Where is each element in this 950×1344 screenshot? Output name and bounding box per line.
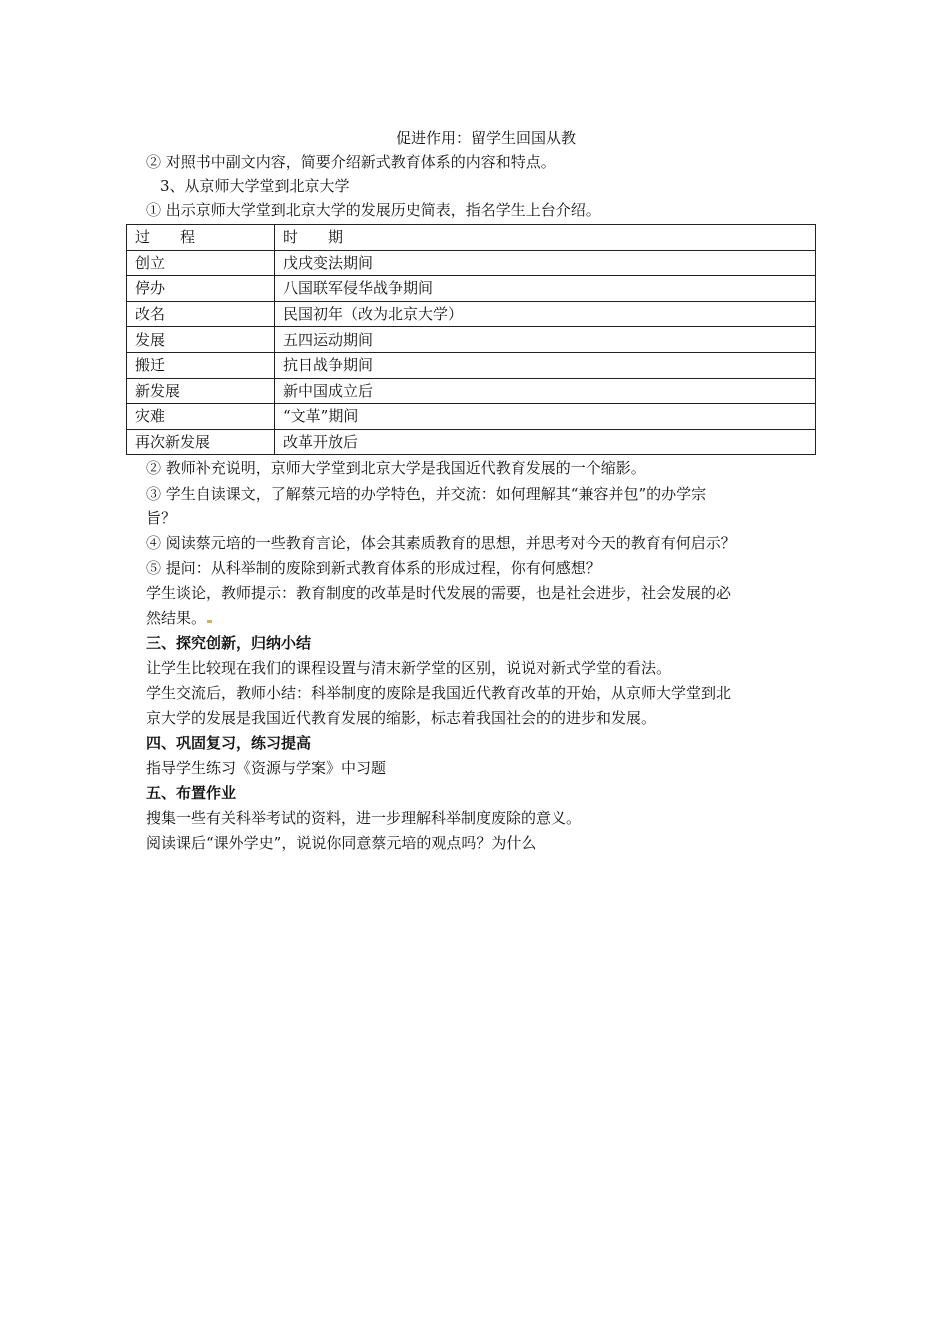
row-stage: 发展 <box>127 327 275 353</box>
paragraph-3-line-2: 旨？ <box>146 509 177 527</box>
row-stage: 创立 <box>127 250 275 276</box>
row-period: 新中国成立后 <box>275 378 816 404</box>
section-three-paragraph-1: 让学生比较现在我们的课程设置与清末新学堂的区别，说说对新式学堂的看法。 <box>146 659 672 677</box>
paragraph-5: ⑤ 提问：从科举制的废除到新式教育体系的形成过程，你有何感想？ <box>146 559 601 577</box>
row-period: 民国初年（改为北京大学） <box>275 301 816 327</box>
row-stage: 停办 <box>127 276 275 302</box>
table-row <box>127 429 816 455</box>
section-five-paragraph-2: 阅读课后“课外学史”，说说你同意蔡元培的观点吗？为什么 <box>146 834 537 852</box>
paragraph-6-line-2-text: 然结果。 <box>146 609 207 627</box>
table-row <box>127 352 816 378</box>
table-row <box>127 250 816 276</box>
item-1-line: ① 出示京师大学堂到北京大学的发展历史简表，指名学生上台介绍。 <box>146 201 601 219</box>
row-period: 五四运动期间 <box>275 327 816 353</box>
paragraph-3-line-1: ③ 学生自读课文，了解蔡元培的办学特色，并交流：如何理解其“兼容并包”的办学宗 <box>146 485 707 503</box>
section-three-paragraph-2-line-2: 京大学的发展是我国近代教育发展的缩影，标志着我国社会的的进步和发展。 <box>146 709 657 727</box>
row-stage: 再次新发展 <box>127 429 275 455</box>
row-period: 改革开放后 <box>275 429 816 455</box>
row-period: 戊戌变法期间 <box>275 250 816 276</box>
table-row <box>127 378 816 404</box>
row-period: 八国联军侵华战争期间 <box>275 276 816 302</box>
row-stage: 改名 <box>127 301 275 327</box>
promotion-line: 促进作用：留学生回国从教 <box>396 129 577 147</box>
row-stage: 灾难 <box>127 404 275 430</box>
row-stage: 搬迁 <box>127 352 275 378</box>
table-row <box>127 301 816 327</box>
table-row <box>127 327 816 353</box>
header-period: 时 期 <box>275 225 816 251</box>
table-row <box>127 404 816 430</box>
row-period: “文革”期间 <box>275 404 816 430</box>
item-2-line: ② 对照书中副文内容，简要介绍新式教育体系的内容和特点。 <box>146 153 556 171</box>
paragraph-2: ② 教师补充说明，京师大学堂到北京大学是我国近代教育发展的一个缩影。 <box>146 459 646 477</box>
paragraph-6-line-1: 学生谈论，教师提示：教育制度的改革是时代发展的需要，也是社会进步，社会发展的必 <box>146 584 732 602</box>
section-three-heading: 三、探究创新，归纳小结 <box>146 634 312 652</box>
section-five-heading: 五、布置作业 <box>146 784 237 802</box>
section-three-paragraph-2-line-1: 学生交流后，教师小结：科举制度的废除是我国近代教育改革的开始，从京师大学堂到北 <box>146 684 732 702</box>
section-five-paragraph-1: 搜集一些有关科举考试的资料，进一步理解科举制度废除的意义。 <box>146 809 582 827</box>
header-process: 过 程 <box>127 225 275 251</box>
section-four-paragraph: 指导学生练习《资源与学案》中习题 <box>146 759 387 777</box>
row-stage: 新发展 <box>127 378 275 404</box>
row-period: 抗日战争期间 <box>275 352 816 378</box>
table-row <box>127 276 816 302</box>
section-3-heading: 3、从京师大学堂到北京大学 <box>160 177 350 195</box>
section-four-heading: 四、巩固复习，练习提高 <box>146 734 312 752</box>
table-header-row <box>127 225 816 251</box>
paragraph-4: ④ 阅读蔡元培的一些教育言论，体会其素质教育的思想，并思考对今天的教育有何启示？ <box>146 534 736 552</box>
paragraph-6-line-2 <box>146 608 213 628</box>
edit-mark <box>207 620 212 623</box>
history-table <box>126 224 816 455</box>
